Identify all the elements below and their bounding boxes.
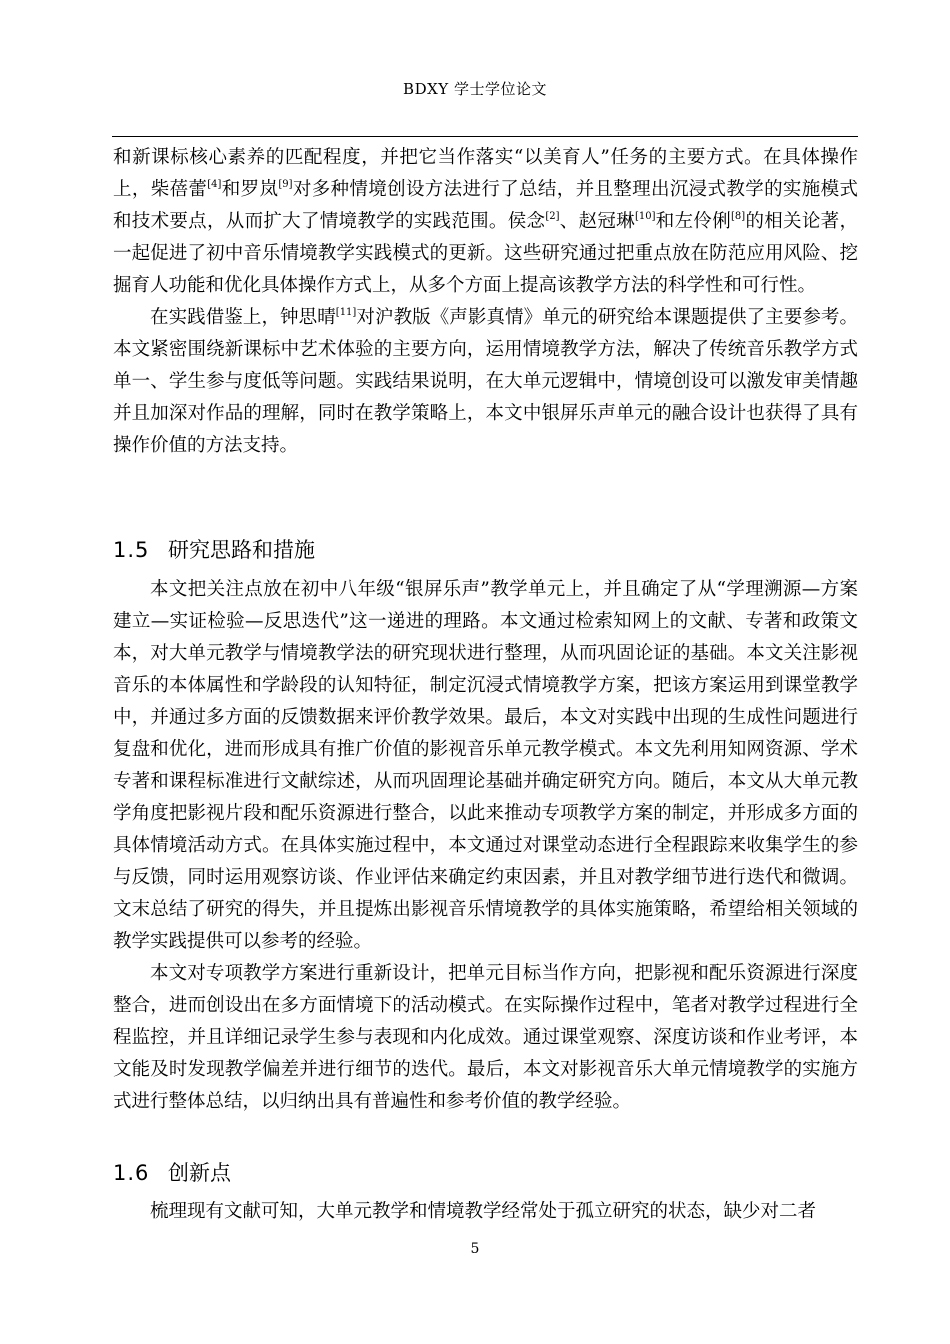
citation-ref: [8] xyxy=(731,211,746,222)
paragraph-text: 对沪教版《声影真情》单元的研究给本课题提供了主要参考。本文紧密围绕新课标中艺术体验的主要方向，运用情境教学方法，解决了传统音乐教学方式单一、学生参与度低等问题。实践结果说明，在大单元逻辑中，情境创设可以激发审美情趣并且加深对作品的理解，同时在教学策略上，本文中银屏乐声单元的融合设计也获得了具有操作价值的方法支持。 xyxy=(113,307,858,456)
paragraph-innovation: 梳理现有文献可知，大单元教学和情境教学经常处于孤立研究的状态，缺少对二者 xyxy=(150,1201,817,1222)
section-title: 创新点 xyxy=(168,1161,231,1185)
citation-ref: [11] xyxy=(335,307,357,318)
section-1-5-body xyxy=(113,574,858,1118)
section-number: 1.5 xyxy=(113,538,150,562)
section-number: 1.6 xyxy=(113,1161,150,1185)
paragraph-text: 、赵冠琳 xyxy=(559,211,635,232)
citation-ref: [10] xyxy=(634,211,656,222)
paragraph-research-approach: 本文把关注点放在初中八年级“银屏乐声”教学单元上，并且确定了从“学理溯源—方案建立—实证检验—反思迭代”这一递进的理路。本文通过检索知网上的文献、专著和政策文本，对大单元教学与情境教学法的研究现状进行整理，从而巩固论证的基础。本文关注影视音乐的本体属性和学龄段的认知特征，制定沉浸式情境教学方案，把该方案运用到课堂教学中，并通过多方面的反馈数据来评价教学效果。最后，本文对实践中出现的生成性问题进行复盘和优化，进而形成具有推广价值的影视音乐单元教学模式。本文先利用知网资源、学术专著和课程标准进行文献综述，从而巩固理论基础并确定研究方向。随后，本文从大单元教学角度把影视片段和配乐资源进行整合，以此来推动专项教学方案的制定，并形成多方面的具体情境活动方式。在具体实施过程中，本文通过对课堂动态进行全程跟踪来收集学生的参与反馈，同时运用观察访谈、作业评估来确定约束因素，并且对教学细节进行迭代和微调。文末总结了研究的得失，并且提炼出影视音乐情境教学的具体实施策略，希望给相关领域的教学实践提供可以参考的经验。 xyxy=(113,579,858,952)
paragraph-text: 在实践借鉴上，钟思晴 xyxy=(150,307,336,328)
paragraph-research-measures: 本文对专项教学方案进行重新设计，把单元目标当作方向，把影视和配乐资源进行深度整合，进而创设出在多方面情境下的活动模式。在实际操作过程中，笔者对教学过程进行全程监控，并且详细记录学生参与表现和内化成效。通过课堂观察、深度访谈和作业考评，本文能及时发现教学偏差并进行细节的迭代。最后，本文对影视音乐大单元情境教学的实施方式进行整体总结，以归纳出具有普遍性和参考价值的教学经验。 xyxy=(113,963,858,1112)
body-text-top xyxy=(113,142,858,462)
paragraph-text: 和罗岚 xyxy=(221,179,279,200)
section-heading-1-6 xyxy=(113,1157,231,1187)
paragraph-literature-review xyxy=(113,142,858,302)
section-1-6-body xyxy=(113,1196,858,1228)
section-title: 研究思路和措施 xyxy=(168,538,315,562)
citation-ref: [9] xyxy=(278,179,293,190)
paragraph-text: 和左伶俐 xyxy=(655,211,731,232)
citation-ref: [4] xyxy=(207,179,222,190)
paragraph-practice-reference xyxy=(113,302,858,462)
running-header: BDXY 学士学位论文 xyxy=(403,80,547,98)
citation-ref: [2] xyxy=(545,211,560,222)
section-heading-1-5 xyxy=(113,534,315,564)
page-number: 5 xyxy=(470,1241,480,1257)
paragraph-text: 的相关论著，一起促进了初中音乐情境教学实践模式的更新。这些研究通过把重点放在防范应用风险、挖掘育人功能和优化具体操作方式上，从多个方面上提高该教学方法的科学性和可行性。 xyxy=(113,211,858,296)
paragraph-text: 和新课标核心素养的匹配程度，并把它当作落实“以美育人”任务的主要方式。在具体操作上，柴蓓蕾 xyxy=(113,147,858,200)
paragraph-text: 对多种情境创设方法进行了总结，并且整理出沉浸式教学的实施模式和技术要点，从而扩大了情境教学的实践范围。侯念 xyxy=(113,179,858,232)
header-rule xyxy=(112,136,858,137)
